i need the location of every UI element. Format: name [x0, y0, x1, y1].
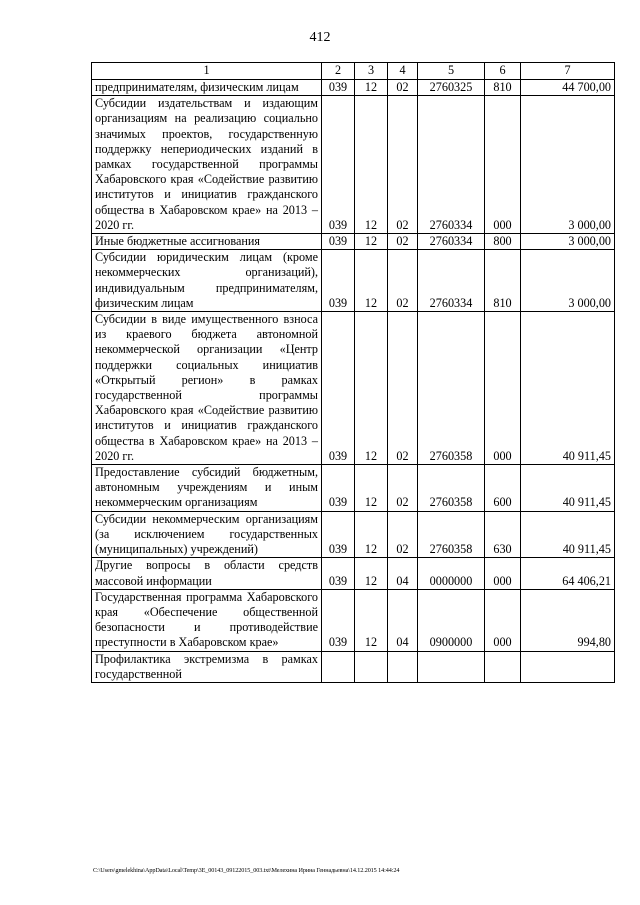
row-code-5: 0900000	[418, 589, 485, 651]
row-code-5: 2760358	[418, 312, 485, 465]
header-col-3: 3	[355, 63, 388, 80]
row-code-3: 12	[355, 80, 388, 96]
table-row	[92, 80, 615, 96]
row-code-2	[322, 651, 355, 682]
budget-table	[91, 62, 615, 683]
row-amount: 3 000,00	[521, 250, 615, 312]
row-code-3: 12	[355, 96, 388, 234]
table-row	[92, 558, 615, 589]
row-code-2: 039	[322, 250, 355, 312]
row-code-5: 2760325	[418, 80, 485, 96]
row-code-6: 000	[485, 589, 521, 651]
row-code-6: 600	[485, 465, 521, 512]
row-amount: 3 000,00	[521, 234, 615, 250]
row-code-6	[485, 651, 521, 682]
table-row	[92, 651, 615, 682]
row-code-4: 02	[388, 511, 418, 558]
row-code-6: 000	[485, 558, 521, 589]
row-code-3: 12	[355, 511, 388, 558]
row-code-3: 12	[355, 312, 388, 465]
row-code-5: 2760334	[418, 96, 485, 234]
row-name: Субсидии в виде имущественного взноса из краевого бюджета автономной некоммерческой организации «Центр поддержки социальных инициатив «Открытый регион» в рамках государственной программы Хабаровского края «Содействие развитию институтов и инициатив гражданского общества в Хабаровском крае» на 2013 – 2020 гг.	[92, 312, 322, 465]
row-code-2: 039	[322, 589, 355, 651]
row-name: Профилактика экстремизма в рамках государственной	[92, 651, 322, 682]
page-number: 412	[309, 30, 331, 45]
row-code-4: 02	[388, 312, 418, 465]
row-code-4	[388, 651, 418, 682]
row-code-5: 2760358	[418, 511, 485, 558]
file-path-footer: C:\Users\gmelekhina\AppData\Local\Temp\3E_00143_09122015_003.txt\Мелехина Ирина Геннадьевна\14.12.2015 14:44:24	[93, 867, 400, 874]
row-amount: 40 911,45	[521, 312, 615, 465]
row-code-6: 000	[485, 96, 521, 234]
table-row	[92, 511, 615, 558]
row-amount: 44 700,00	[521, 80, 615, 96]
row-code-5: 2760358	[418, 465, 485, 512]
header-col-5: 5	[418, 63, 485, 80]
row-code-3: 12	[355, 234, 388, 250]
row-code-5: 2760334	[418, 250, 485, 312]
row-code-6: 810	[485, 250, 521, 312]
header-col-7: 7	[521, 63, 615, 80]
table-row	[92, 312, 615, 465]
row-code-4: 02	[388, 234, 418, 250]
row-amount: 40 911,45	[521, 465, 615, 512]
row-code-5: 0000000	[418, 558, 485, 589]
row-code-2: 039	[322, 96, 355, 234]
header-col-4: 4	[388, 63, 418, 80]
header-col-2: 2	[322, 63, 355, 80]
row-code-2: 039	[322, 465, 355, 512]
row-code-4: 02	[388, 96, 418, 234]
header-col-6: 6	[485, 63, 521, 80]
row-amount: 994,80	[521, 589, 615, 651]
row-code-4: 02	[388, 80, 418, 96]
row-code-6: 810	[485, 80, 521, 96]
row-name: Субсидии некоммерческим организациям (за исключением государственных (муниципальных) учреждений)	[92, 511, 322, 558]
row-code-4: 04	[388, 589, 418, 651]
row-code-2: 039	[322, 558, 355, 589]
row-code-2: 039	[322, 234, 355, 250]
row-code-4: 04	[388, 558, 418, 589]
table-row	[92, 234, 615, 250]
table-row	[92, 465, 615, 512]
row-name: Субсидии издательствам и издающим организациям на реализацию социально значимых проектов, государственную поддержку непериодических изданий в рамках государственной программы Хабаровского края «Содействие развитию институтов и инициатив гражданского общества в Хабаровском крае» на 2013 – 2020 гг.	[92, 96, 322, 234]
row-code-2: 039	[322, 80, 355, 96]
row-code-2: 039	[322, 312, 355, 465]
row-code-4: 02	[388, 465, 418, 512]
row-amount: 3 000,00	[521, 96, 615, 234]
table-row	[92, 250, 615, 312]
row-code-2: 039	[322, 511, 355, 558]
row-name: Государственная программа Хабаровского края «Обеспечение общественной безопасности и противодействие преступности в Хабаровском крае»	[92, 589, 322, 651]
row-code-3: 12	[355, 250, 388, 312]
table-row	[92, 589, 615, 651]
row-code-5: 2760334	[418, 234, 485, 250]
row-code-3: 12	[355, 558, 388, 589]
row-code-3: 12	[355, 465, 388, 512]
header-col-1: 1	[92, 63, 322, 80]
row-amount: 40 911,45	[521, 511, 615, 558]
row-code-5	[418, 651, 485, 682]
row-name: Предоставление субсидий бюджетным, автономным учреждениям и иным некоммерческим организациям	[92, 465, 322, 512]
row-name: Иные бюджетные ассигнования	[92, 234, 322, 250]
row-code-3: 12	[355, 589, 388, 651]
row-code-6: 630	[485, 511, 521, 558]
row-code-3	[355, 651, 388, 682]
row-name: предпринимателям, физическим лицам	[92, 80, 322, 96]
row-name: Другие вопросы в области средств массовой информации	[92, 558, 322, 589]
row-code-4: 02	[388, 250, 418, 312]
row-amount	[521, 651, 615, 682]
row-code-6: 000	[485, 312, 521, 465]
row-amount: 64 406,21	[521, 558, 615, 589]
row-name: Субсидии юридическим лицам (кроме некоммерческих организаций), индивидуальным предпринимателям, физическим лицам	[92, 250, 322, 312]
row-code-6: 800	[485, 234, 521, 250]
header-row	[92, 63, 615, 80]
table-row	[92, 96, 615, 234]
